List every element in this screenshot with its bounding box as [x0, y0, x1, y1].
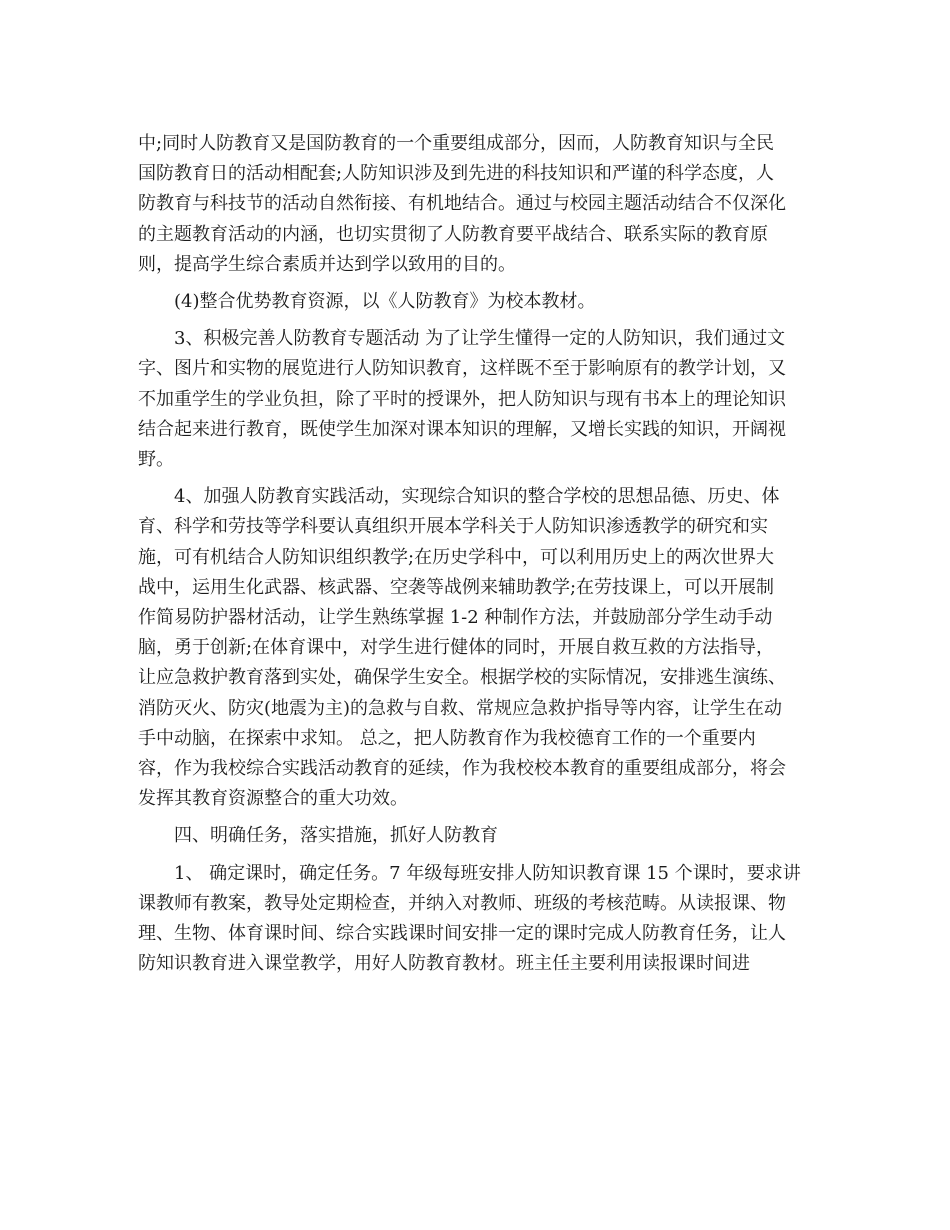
document-body — [138, 129, 812, 986]
paragraph-1: 中;同时人防教育又是国防教育的一个重要组成部分，因而，人防教育知识与全民 国防教育日的活动相配套;人防知识涉及到先进的科技知识和严谨的科学态度，人 防教育与科技节的活动自然衔接、有机地结合。通过与校园主题活动结合不仅深化 的主题教育活动的内涵，也切实贯彻了人防教育要平战结合、联系实际的教育原 则，提高学生综合素质并达到学以致用的目的。 — [138, 133, 786, 275]
paragraph-4: 4、加强人防教育实践活动，实现综合知识的整合学校的思想品德、历史、体 育、科学和劳技等学科要认真组织开展本学科关于人防知识渗透教学的研究和实 施，可有机结合人防知识组织教学;在历史学科中，可以利用历史上的两次世界大 战中，运用生化武器、核武器、空袭等战例来辅助教学;在劳技课上，可以开展制 作简易防护器材活动，让学生熟练掌握 1-2 种制作方法，并鼓励部分学生动手动 脑，勇于创新;在体育课中，对学生进行健体的同时，开展自救互救的方法指导， 让应急救护教育落到实处，确保学生安全。根据学校的实际情况，安排逃生演练、 消防灭火、防灾(地震为主)的急救与自救、常规应急救护指导等内容，让学生在动 手中动脑，在探索中求知。 总之，把人防教育作为我校德育工作的一个重要内 容，作为我校综合实践活动教育的延续，作为我校校本教育的重要组成部分，将会 发挥其教育资源整合的重大功效。 — [138, 486, 786, 810]
paragraph-3: 3、积极完善人防教育专题活动 为了让学生懂得一定的人防知识，我们通过文 字、图片和实物的展览进行人防知识教育，这样既不至于影响原有的教学计划，又 不加重学生的学业负担，除了平时的授课外，把人防知识与现有书本上的理论知识 结合起来进行教育，既使学生加深对课本知识的理解，又增长实践的知识，开阔视 野。 — [138, 328, 786, 471]
paragraph-2: (4)整合优势教育资源，以《人防教育》为校本教材。 — [138, 291, 596, 313]
paragraph-5: 四、明确任务，落实措施，抓好人防教育 — [138, 825, 498, 847]
paragraph-6: 1、 确定课时，确定任务。7 年级每班安排人防知识教育课 15 个课时，要求讲 课教师有教案，教导处定期检查，并纳入对教师、班级的考核范畴。从读报课、物 理、生物、体育课时间、综合实践课时间安排一定的课时完成人防教育任务，让人 防知识教育进入课堂教学，用好人防教育教材。班主任主要利用读报课时间进 — [138, 862, 801, 975]
